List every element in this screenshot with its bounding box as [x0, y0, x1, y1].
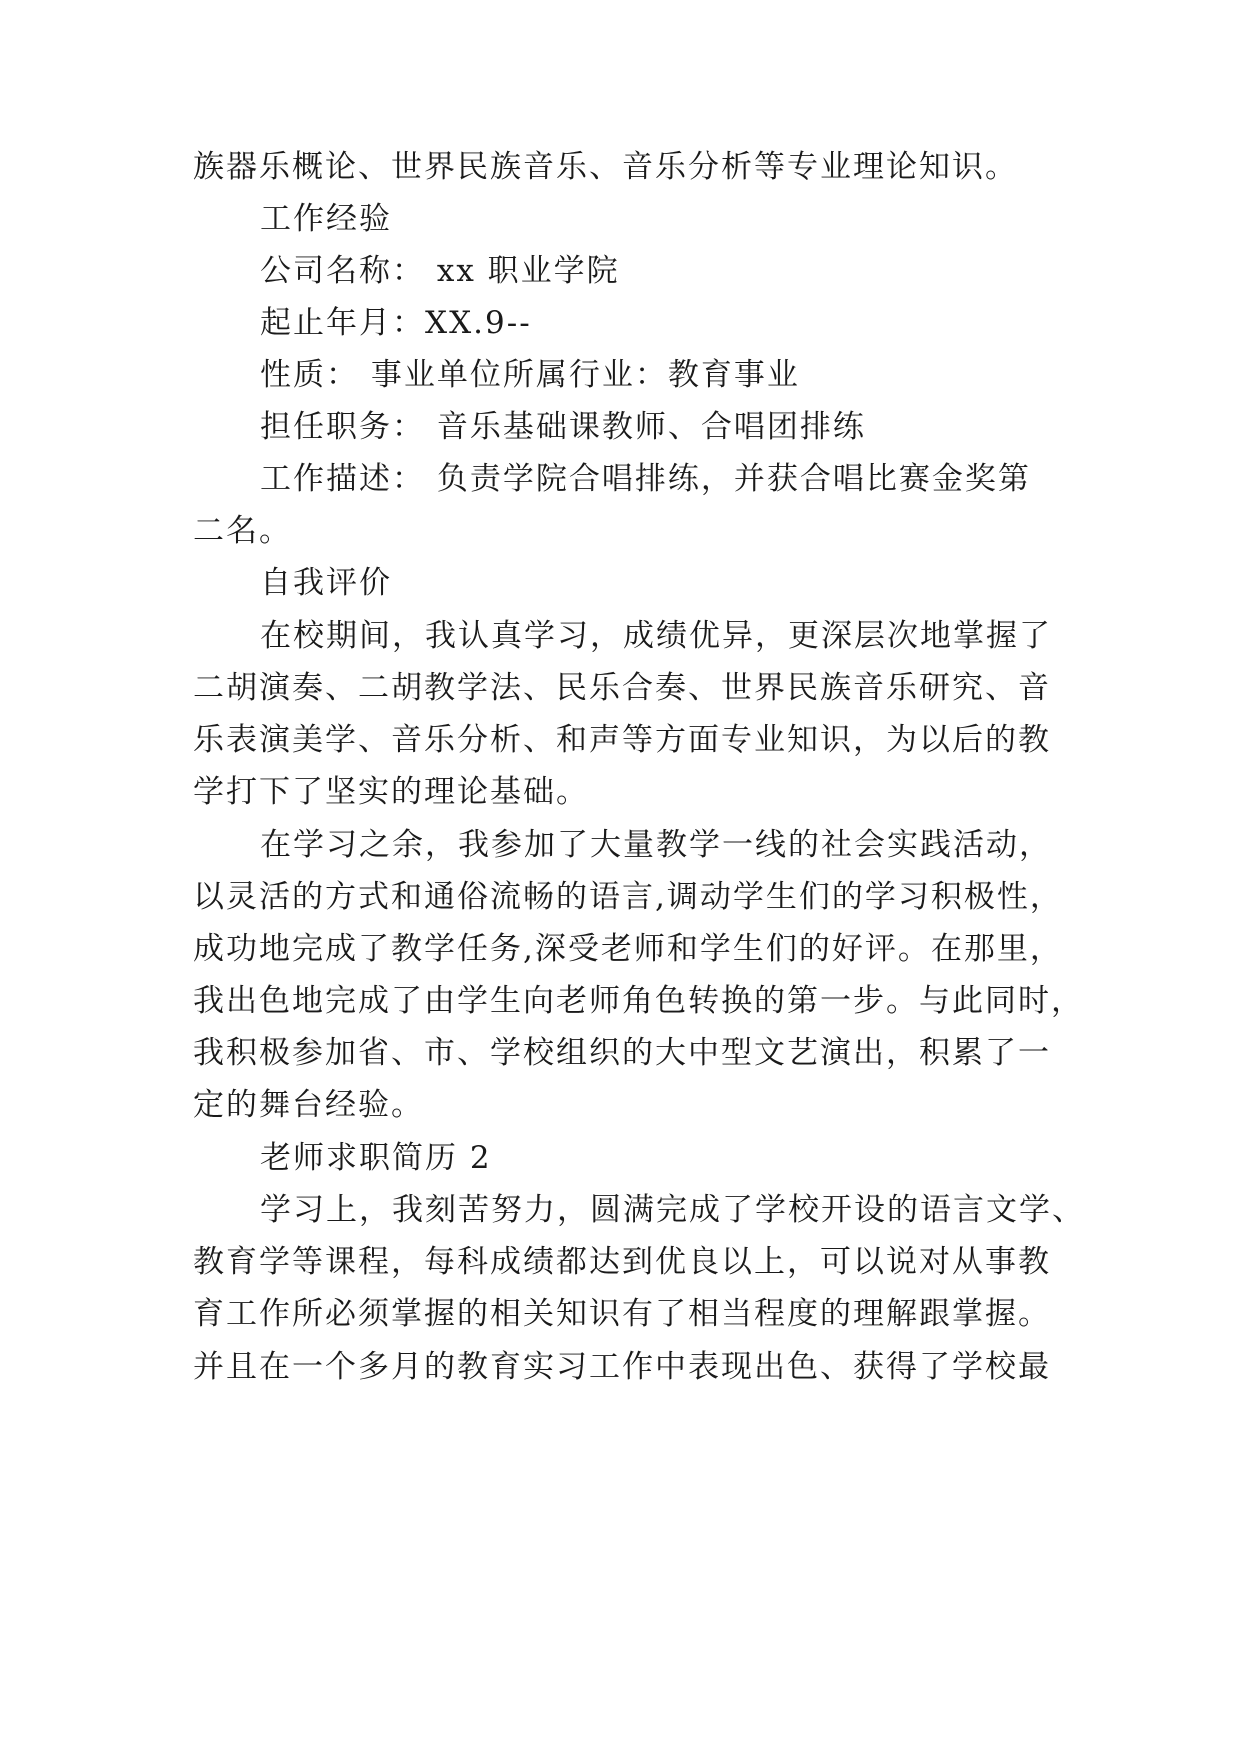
section-heading-self-evaluation: 自我评价: [260, 565, 392, 601]
paragraph-line: 二胡演奏、二胡教学法、民乐合奏、世界民族音乐研究、音: [193, 670, 1051, 706]
paragraph-line: 我积极参加省、市、学校组织的大中型文艺演出，积累了一: [193, 1035, 1051, 1071]
paragraph-line: 学打下了坚实的理论基础。: [193, 774, 589, 810]
paragraph-line: 并且在一个多月的教育实习工作中表现出色、获得了学校最: [193, 1349, 1051, 1385]
paragraph-line: 学习上，我刻苦努力，圆满完成了学校开设的语言文学、: [260, 1192, 1085, 1228]
field-job-description: 工作描述： 负责学院合唱排练，并获合唱比赛金奖第: [260, 461, 1031, 497]
field-position: 担任职务： 音乐基础课教师、合唱团排练: [260, 409, 866, 445]
paragraph-line: 乐表演美学、音乐分析、和声等方面专业知识，为以后的教: [193, 722, 1051, 758]
paragraph-line: 族器乐概论、世界民族音乐、音乐分析等专业理论知识。: [193, 149, 1018, 185]
paragraph-line: 教育学等课程，每科成绩都达到优良以上，可以说对从事教: [193, 1244, 1051, 1280]
paragraph-line: 在学习之余，我参加了大量教学一线的社会实践活动，: [260, 827, 1052, 863]
field-company-name: 公司名称： xx 职业学院: [260, 253, 620, 289]
paragraph-line: 以灵活的方式和通俗流畅的语言,调动学生们的学习积极性，: [193, 879, 1063, 915]
field-date-range: 起止年月：XX.9--: [260, 305, 532, 341]
paragraph-line: 在校期间，我认真学习，成绩优异，更深层次地掌握了: [260, 618, 1052, 654]
section-heading-work-experience: 工作经验: [260, 201, 392, 237]
paragraph-line: 我出色地完成了由学生向老师角色转换的第一步。与此同时，: [193, 983, 1084, 1019]
section-heading-resume-2: 老师求职简历 2: [260, 1140, 492, 1176]
field-nature-industry: 性质： 事业单位所属行业：教育事业: [260, 357, 800, 393]
paragraph-line: 二名。: [193, 513, 292, 549]
paragraph-line: 定的舞台经验。: [193, 1087, 424, 1123]
paragraph-line: 成功地完成了教学任务,深受老师和学生们的好评。在那里，: [193, 931, 1063, 967]
paragraph-line: 育工作所必须掌握的相关知识有了相当程度的理解跟掌握。: [193, 1296, 1051, 1332]
